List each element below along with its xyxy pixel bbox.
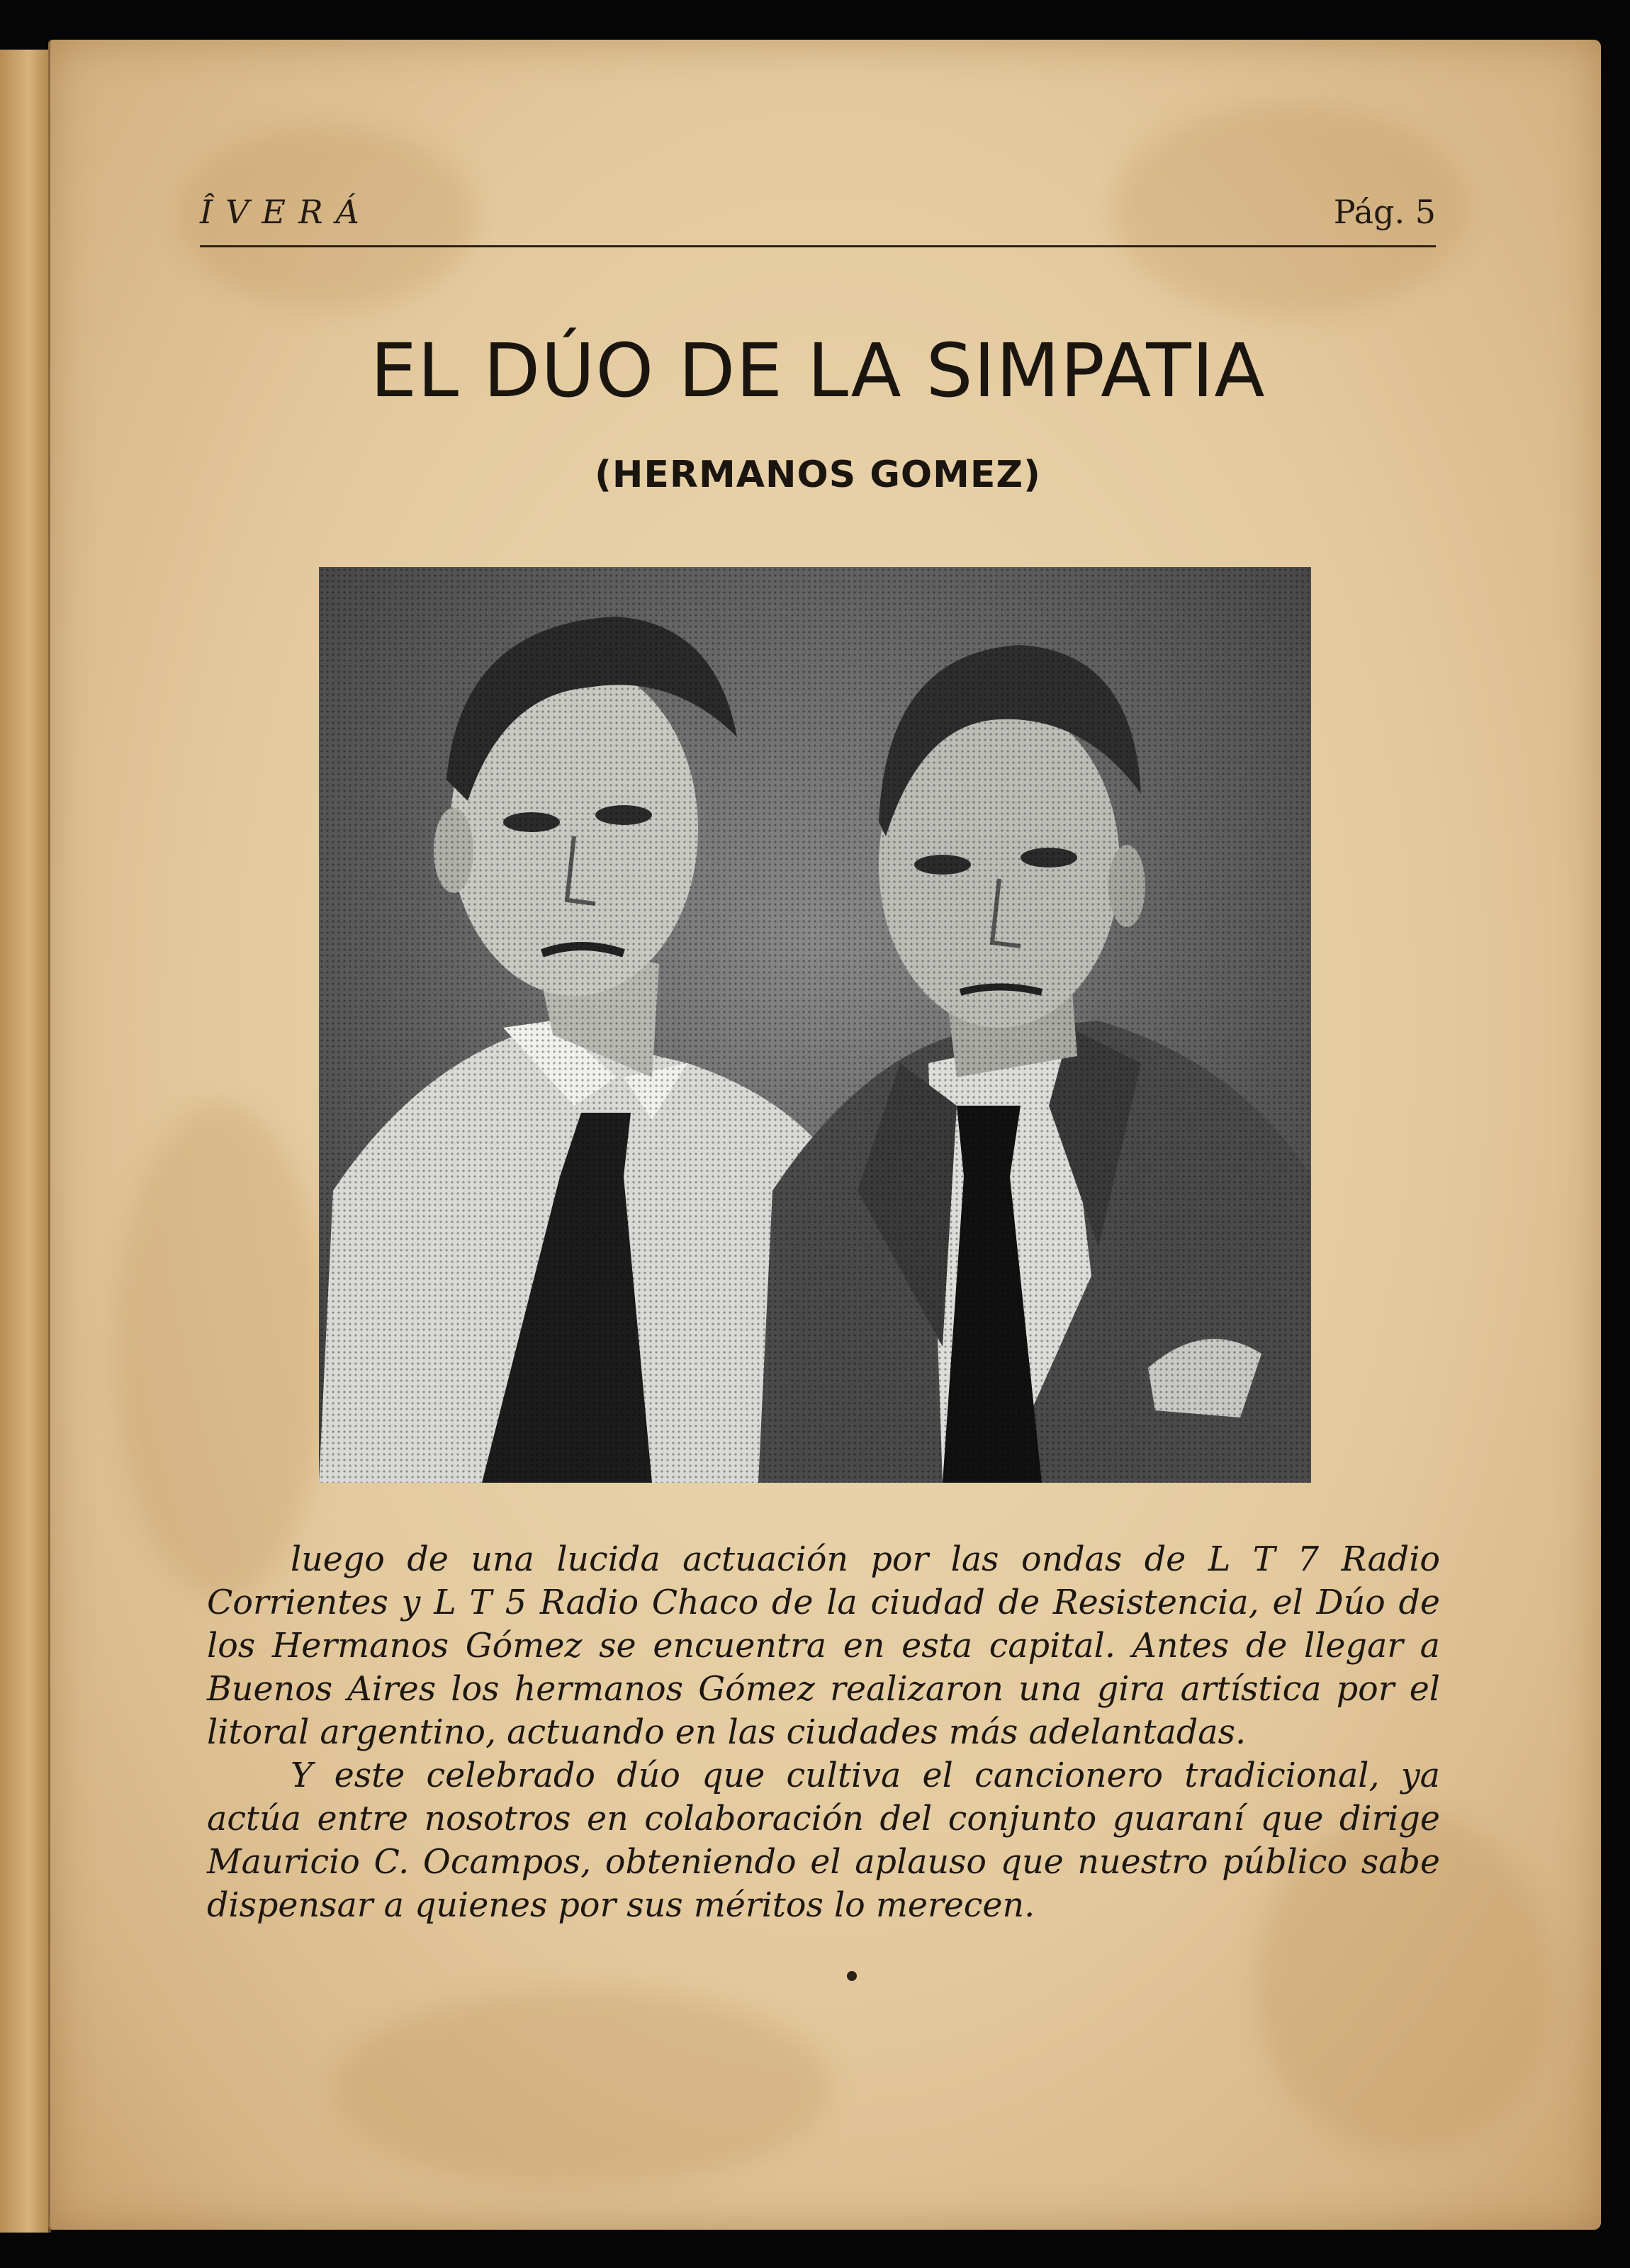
page-number: Pág. 5: [1333, 193, 1436, 231]
previous-page-edge: [0, 50, 51, 2233]
article-subtitle: (HERMANOS GOMEZ): [595, 454, 1041, 496]
article-body: [207, 1538, 1440, 1927]
portrait-illustration: [319, 567, 1311, 1483]
duo-portrait-photo: [319, 567, 1311, 1483]
running-header: [200, 189, 1436, 247]
publication-name: ÎVERÁ: [200, 193, 372, 231]
article-title: EL DÚO DE LA SIMPATIA: [370, 327, 1266, 414]
article-paragraph: luego de una lucida actuación por las ondas de L T 7 Radio Corrientes y L T 5 Radio Chaco de la ciudad de Resistencia, el Dúo de los Hermanos Gómez se encuentra en esta capital. Antes de llegar a Buenos Aires los hermanos Gómez realizaron una gira artística por el litoral argentino, actuando en las ciudades más adelantadas.: [207, 1540, 1440, 1752]
end-mark-dot: [847, 1971, 857, 1981]
article-paragraph: Y este celebrado dúo que cultiva el cancionero tradicional, ya actúa entre nosotros en colaboración del conjunto guaraní que dirige Mauricio C. Ocampos, obteniendo el aplauso que nuestro público sabe dispensar a quienes por sus méritos lo merecen.: [207, 1756, 1440, 1925]
